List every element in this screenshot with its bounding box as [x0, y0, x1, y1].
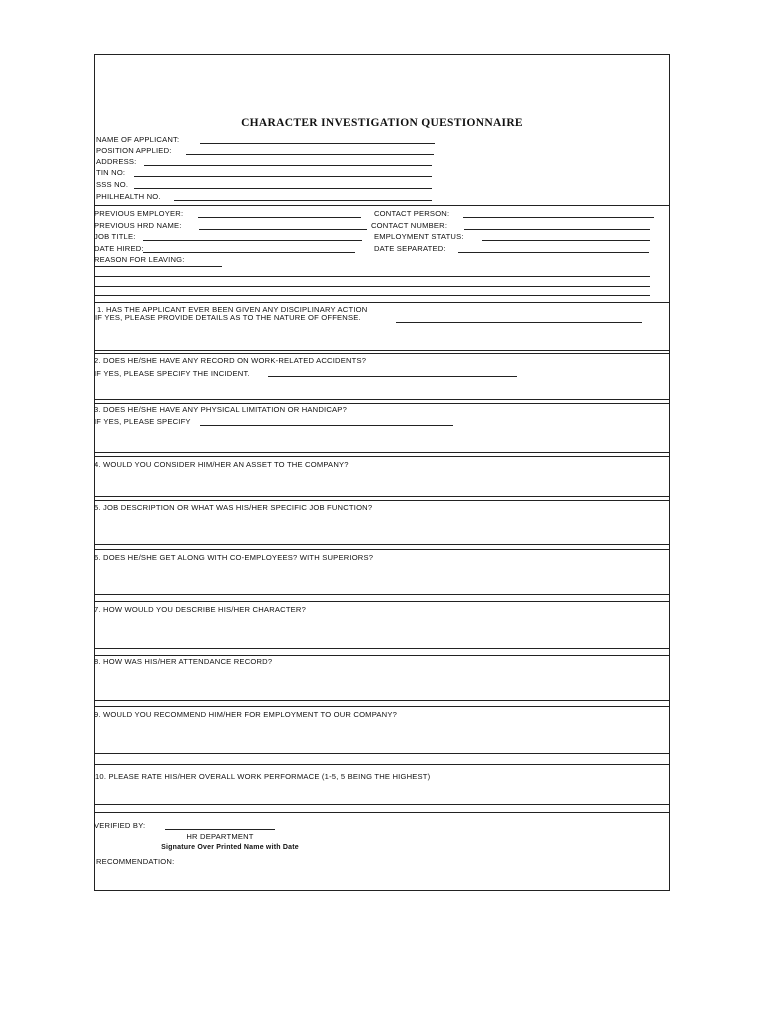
address-label: ADDRESS: — [96, 157, 137, 166]
question-divider — [94, 594, 670, 595]
question-3: 3. DOES HE/SHE HAVE ANY PHYSICAL LIMITATION OR HANDICAP? — [94, 405, 347, 414]
question-divider — [94, 753, 670, 754]
previous-hrd-name-label: PREVIOUS HRD NAME: — [94, 221, 182, 230]
question-divider — [94, 700, 670, 701]
question-1-answer-line[interactable] — [396, 322, 642, 323]
question-1-followup: IF YES, PLEASE PROVIDE DETAILS AS TO THE NATURE OF OFFENSE. — [95, 313, 361, 322]
name-of-applicant-field[interactable] — [200, 143, 435, 144]
tin-field[interactable] — [134, 176, 432, 177]
reason-line-1[interactable] — [94, 276, 650, 277]
question-5: 5. JOB DESCRIPTION OR WHAT WAS HIS/HER SPECIFIC JOB FUNCTION? — [94, 503, 373, 512]
question-4: 4. WOULD YOU CONSIDER HIM/HER AN ASSET TO THE COMPANY? — [94, 460, 349, 469]
verified-by-label: VERIFIED BY: — [94, 821, 146, 830]
question-divider — [94, 655, 670, 656]
job-title-label: JOB TITLE: — [94, 232, 136, 241]
date-separated-label: DATE SEPARATED: — [374, 244, 446, 253]
question-1: 1. HAS THE APPLICANT EVER BEEN GIVEN ANY DISCIPLINARY ACTION — [97, 305, 368, 314]
reason-line-short[interactable] — [94, 266, 222, 267]
question-10: 10. PLEASE RATE HIS/HER OVERALL WORK PERFORMACE (1-5, 5 BEING THE HIGHEST) — [95, 772, 431, 781]
section-divider — [94, 205, 670, 206]
question-divider — [94, 601, 670, 602]
date-separated-field[interactable] — [458, 252, 649, 253]
question-divider — [94, 648, 670, 649]
question-divider — [94, 804, 670, 805]
question-divider — [94, 764, 670, 765]
previous-employer-label: PREVIOUS EMPLOYER: — [94, 209, 184, 218]
hr-department-label: HR DEPARTMENT — [186, 832, 254, 841]
question-3-followup: IF YES, PLEASE SPECIFY — [94, 417, 191, 426]
question-divider — [94, 496, 670, 497]
position-applied-field[interactable] — [186, 154, 434, 155]
contact-number-field[interactable] — [464, 229, 650, 230]
question-divider — [94, 812, 670, 813]
employment-status-field[interactable] — [482, 240, 650, 241]
form-title: CHARACTER INVESTIGATION QUESTIONNAIRE — [241, 117, 523, 129]
recommendation-label: RECOMMENDATION: — [96, 857, 175, 866]
question-8: 8. HOW WAS HIS/HER ATTENDANCE RECORD? — [94, 657, 273, 666]
question-divider — [94, 399, 670, 400]
contact-number-label: CONTACT NUMBER: — [371, 221, 448, 230]
previous-employer-field[interactable] — [198, 217, 361, 218]
previous-hrd-name-field[interactable] — [199, 229, 367, 230]
signature-caption: Signature Over Printed Name with Date — [161, 844, 299, 851]
question-divider — [94, 403, 670, 404]
philhealth-label: PHILHEALTH NO. — [96, 192, 161, 201]
question-9: 9. WOULD YOU RECOMMEND HIM/HER FOR EMPLOYMENT TO OUR COMPANY? — [94, 710, 398, 719]
name-of-applicant-label: NAME OF APPLICANT: — [96, 135, 180, 144]
reason-for-leaving-label: REASON FOR LEAVING: — [94, 255, 185, 264]
question-3-answer-line[interactable] — [200, 425, 453, 426]
tin-label: TIN NO: — [96, 168, 126, 177]
question-divider — [94, 549, 670, 550]
reason-line-3[interactable] — [94, 295, 650, 296]
question-divider — [94, 456, 670, 457]
position-applied-label: POSITION APPLIED: — [96, 146, 172, 155]
section-divider — [94, 302, 670, 303]
date-hired-field[interactable] — [143, 252, 355, 253]
question-2: 2. DOES HE/SHE HAVE ANY RECORD ON WORK-RELATED ACCIDENTS? — [94, 356, 367, 365]
question-divider — [94, 544, 670, 545]
philhealth-field[interactable] — [174, 200, 432, 201]
question-7: 7. HOW WOULD YOU DESCRIBE HIS/HER CHARACTER? — [94, 605, 307, 614]
question-divider — [94, 452, 670, 453]
date-hired-label: DATE HIRED: — [94, 244, 144, 253]
question-6: 6. DOES HE/SHE GET ALONG WITH CO-EMPLOYEES? WITH SUPERIORS? — [94, 553, 374, 562]
question-2-followup: IF YES, PLEASE SPECIFY THE INCIDENT. — [94, 369, 250, 378]
question-divider — [94, 350, 670, 351]
question-divider — [94, 500, 670, 501]
job-title-field[interactable] — [143, 240, 362, 241]
employment-status-label: EMPLOYMENT STATUS: — [374, 232, 464, 241]
address-field[interactable] — [144, 165, 432, 166]
verified-by-signature-line[interactable] — [165, 829, 275, 830]
contact-person-label: CONTACT PERSON: — [374, 209, 450, 218]
question-divider — [94, 706, 670, 707]
form-border — [94, 54, 670, 891]
question-2-answer-line[interactable] — [268, 376, 517, 377]
sss-label: SSS NO. — [96, 180, 129, 189]
question-divider — [94, 353, 670, 354]
sss-field[interactable] — [134, 188, 432, 189]
reason-line-2[interactable] — [94, 286, 650, 287]
contact-person-field[interactable] — [463, 217, 654, 218]
